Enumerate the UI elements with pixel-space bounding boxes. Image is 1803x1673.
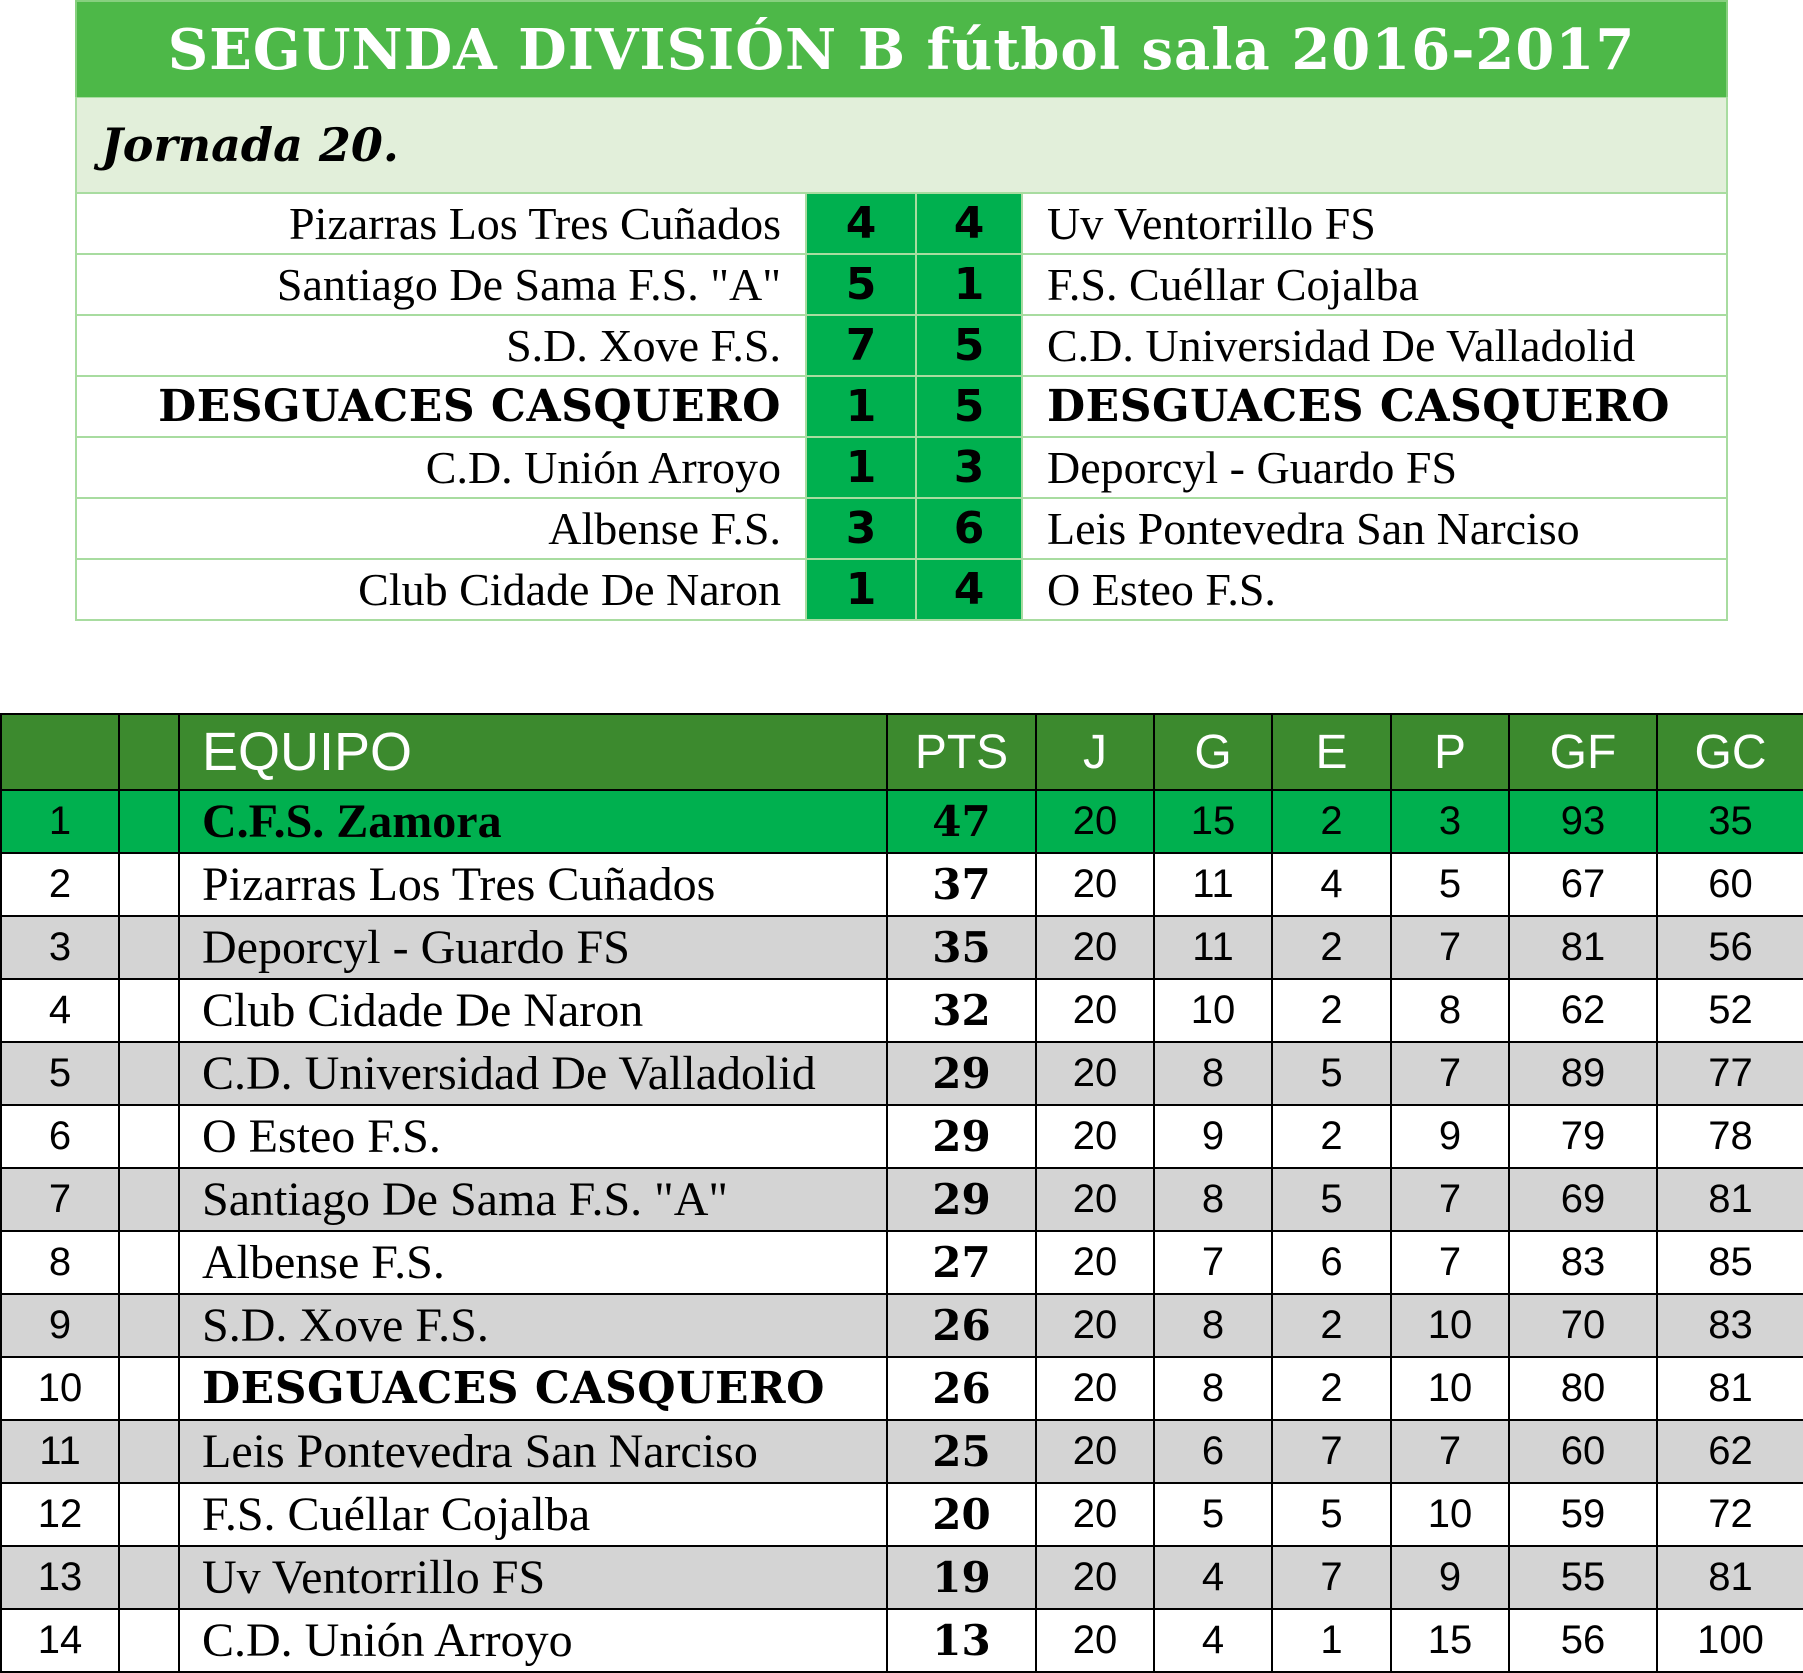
match-row xyxy=(75,377,1728,438)
marker-cell xyxy=(119,853,179,916)
points-cell: 13 xyxy=(887,1609,1036,1672)
goals-for-cell: 81 xyxy=(1509,916,1657,979)
goals-for-cell: 89 xyxy=(1509,1042,1657,1105)
marker-cell xyxy=(119,1168,179,1231)
team-cell: Pizarras Los Tres Cuñados xyxy=(179,853,887,916)
lost-cell: 3 xyxy=(1391,790,1509,853)
drawn-cell: 1 xyxy=(1272,1609,1391,1672)
position-cell: 2 xyxy=(1,853,119,916)
away-team: Deporcyl - Guardo FS xyxy=(1021,438,1726,497)
points-cell: 26 xyxy=(887,1294,1036,1357)
drawn-cell: 2 xyxy=(1272,979,1391,1042)
away-score: 1 xyxy=(915,255,1021,314)
away-team: F.S. Cuéllar Cojalba xyxy=(1021,255,1726,314)
table-row xyxy=(1,1420,1803,1483)
header-p: P xyxy=(1391,714,1509,790)
won-cell: 11 xyxy=(1154,916,1272,979)
table-row xyxy=(1,979,1803,1042)
lost-cell: 8 xyxy=(1391,979,1509,1042)
home-score: 3 xyxy=(805,499,915,558)
standings-body xyxy=(1,790,1803,1672)
match-row xyxy=(75,560,1728,621)
marker-cell xyxy=(119,1420,179,1483)
table-row xyxy=(1,1546,1803,1609)
table-row xyxy=(1,1105,1803,1168)
match-row xyxy=(75,438,1728,499)
home-score: 4 xyxy=(805,194,915,253)
played-cell: 20 xyxy=(1036,1168,1154,1231)
goals-against-cell: 100 xyxy=(1657,1609,1803,1672)
won-cell: 8 xyxy=(1154,1294,1272,1357)
away-team: O Esteo F.S. xyxy=(1021,560,1726,619)
goals-for-cell: 83 xyxy=(1509,1231,1657,1294)
position-cell: 4 xyxy=(1,979,119,1042)
lost-cell: 7 xyxy=(1391,1042,1509,1105)
won-cell: 8 xyxy=(1154,1357,1272,1420)
goals-against-cell: 85 xyxy=(1657,1231,1803,1294)
won-cell: 15 xyxy=(1154,790,1272,853)
header-e: E xyxy=(1272,714,1391,790)
position-cell: 12 xyxy=(1,1483,119,1546)
results-title: SEGUNDA DIVISIÓN B fútbol sala 2016-2017 xyxy=(75,0,1728,97)
points-cell: 27 xyxy=(887,1231,1036,1294)
team-cell: Club Cidade De Naron xyxy=(179,979,887,1042)
marker-cell xyxy=(119,790,179,853)
team-cell: Deporcyl - Guardo FS xyxy=(179,916,887,979)
home-score: 1 xyxy=(805,438,915,497)
drawn-cell: 7 xyxy=(1272,1546,1391,1609)
drawn-cell: 5 xyxy=(1272,1168,1391,1231)
table-row xyxy=(1,1294,1803,1357)
home-team: Pizarras Los Tres Cuñados xyxy=(289,198,781,249)
team-cell: DESGUACES CASQUERO xyxy=(179,1357,887,1420)
won-cell: 5 xyxy=(1154,1483,1272,1546)
position-cell: 9 xyxy=(1,1294,119,1357)
won-cell: 11 xyxy=(1154,853,1272,916)
header-j: J xyxy=(1036,714,1154,790)
goals-against-cell: 72 xyxy=(1657,1483,1803,1546)
team-cell: C.D. Universidad De Valladolid xyxy=(179,1042,887,1105)
played-cell: 20 xyxy=(1036,853,1154,916)
lost-cell: 7 xyxy=(1391,1420,1509,1483)
standings-header-row xyxy=(1,714,1803,790)
goals-for-cell: 60 xyxy=(1509,1420,1657,1483)
marker-cell xyxy=(119,1294,179,1357)
home-team: DESGUACES CASQUERO xyxy=(158,381,781,432)
marker-cell xyxy=(119,1231,179,1294)
drawn-cell: 2 xyxy=(1272,916,1391,979)
away-score: 6 xyxy=(915,499,1021,558)
home-score: 1 xyxy=(805,377,915,436)
marker-cell xyxy=(119,916,179,979)
position-cell: 13 xyxy=(1,1546,119,1609)
away-team: C.D. Universidad De Valladolid xyxy=(1021,316,1726,375)
played-cell: 20 xyxy=(1036,916,1154,979)
points-cell: 25 xyxy=(887,1420,1036,1483)
team-cell: Albense F.S. xyxy=(179,1231,887,1294)
won-cell: 9 xyxy=(1154,1105,1272,1168)
won-cell: 8 xyxy=(1154,1042,1272,1105)
results-block xyxy=(75,0,1728,621)
marker-cell xyxy=(119,979,179,1042)
match-list xyxy=(75,194,1728,621)
played-cell: 20 xyxy=(1036,1042,1154,1105)
played-cell: 20 xyxy=(1036,1294,1154,1357)
team-cell: C.D. Unión Arroyo xyxy=(179,1609,887,1672)
away-team: Leis Pontevedra San Narciso xyxy=(1021,499,1726,558)
goals-for-cell: 55 xyxy=(1509,1546,1657,1609)
table-row xyxy=(1,916,1803,979)
drawn-cell: 7 xyxy=(1272,1420,1391,1483)
team-cell: Santiago De Sama F.S. "A" xyxy=(179,1168,887,1231)
home-team: Albense F.S. xyxy=(548,503,781,554)
played-cell: 20 xyxy=(1036,1231,1154,1294)
position-cell: 11 xyxy=(1,1420,119,1483)
away-team: DESGUACES CASQUERO xyxy=(1021,377,1726,436)
points-cell: 37 xyxy=(887,853,1036,916)
goals-for-cell: 69 xyxy=(1509,1168,1657,1231)
goals-for-cell: 79 xyxy=(1509,1105,1657,1168)
table-row xyxy=(1,1231,1803,1294)
marker-cell xyxy=(119,1546,179,1609)
table-row xyxy=(1,1609,1803,1672)
header-team: EQUIPO xyxy=(179,714,887,790)
played-cell: 20 xyxy=(1036,1357,1154,1420)
round-label: Jornada 20. xyxy=(75,97,1728,194)
position-cell: 1 xyxy=(1,790,119,853)
table-row xyxy=(1,1357,1803,1420)
marker-cell xyxy=(119,1042,179,1105)
position-cell: 7 xyxy=(1,1168,119,1231)
position-cell: 5 xyxy=(1,1042,119,1105)
match-row xyxy=(75,194,1728,255)
header-gf: GF xyxy=(1509,714,1657,790)
marker-cell xyxy=(119,1357,179,1420)
goals-against-cell: 81 xyxy=(1657,1357,1803,1420)
played-cell: 20 xyxy=(1036,1609,1154,1672)
played-cell: 20 xyxy=(1036,1546,1154,1609)
lost-cell: 9 xyxy=(1391,1546,1509,1609)
home-team: C.D. Unión Arroyo xyxy=(425,442,781,493)
table-row xyxy=(1,1042,1803,1105)
home-score: 7 xyxy=(805,316,915,375)
points-cell: 32 xyxy=(887,979,1036,1042)
home-score: 5 xyxy=(805,255,915,314)
drawn-cell: 2 xyxy=(1272,1357,1391,1420)
away-score: 4 xyxy=(915,560,1021,619)
header-pts: PTS xyxy=(887,714,1036,790)
position-cell: 10 xyxy=(1,1357,119,1420)
home-team: S.D. Xove F.S. xyxy=(506,320,781,371)
points-cell: 29 xyxy=(887,1042,1036,1105)
points-cell: 20 xyxy=(887,1483,1036,1546)
match-row xyxy=(75,316,1728,377)
goals-for-cell: 70 xyxy=(1509,1294,1657,1357)
lost-cell: 7 xyxy=(1391,916,1509,979)
away-score: 4 xyxy=(915,194,1021,253)
match-row xyxy=(75,499,1728,560)
home-team: Club Cidade De Naron xyxy=(358,564,781,615)
drawn-cell: 2 xyxy=(1272,1105,1391,1168)
lost-cell: 15 xyxy=(1391,1609,1509,1672)
team-cell: F.S. Cuéllar Cojalba xyxy=(179,1483,887,1546)
away-score: 3 xyxy=(915,438,1021,497)
won-cell: 10 xyxy=(1154,979,1272,1042)
lost-cell: 5 xyxy=(1391,853,1509,916)
goals-against-cell: 62 xyxy=(1657,1420,1803,1483)
goals-against-cell: 77 xyxy=(1657,1042,1803,1105)
goals-for-cell: 67 xyxy=(1509,853,1657,916)
points-cell: 26 xyxy=(887,1357,1036,1420)
goals-for-cell: 80 xyxy=(1509,1357,1657,1420)
away-score: 5 xyxy=(915,377,1021,436)
marker-cell xyxy=(119,1609,179,1672)
home-team: Santiago De Sama F.S. "A" xyxy=(276,259,781,310)
won-cell: 4 xyxy=(1154,1609,1272,1672)
drawn-cell: 5 xyxy=(1272,1483,1391,1546)
team-cell: C.F.S. Zamora xyxy=(179,790,887,853)
team-cell: Uv Ventorrillo FS xyxy=(179,1546,887,1609)
played-cell: 20 xyxy=(1036,790,1154,853)
lost-cell: 10 xyxy=(1391,1483,1509,1546)
header-g: G xyxy=(1154,714,1272,790)
won-cell: 8 xyxy=(1154,1168,1272,1231)
drawn-cell: 5 xyxy=(1272,1042,1391,1105)
header-position xyxy=(1,714,119,790)
marker-cell xyxy=(119,1483,179,1546)
points-cell: 47 xyxy=(887,790,1036,853)
away-score: 5 xyxy=(915,316,1021,375)
position-cell: 3 xyxy=(1,916,119,979)
goals-against-cell: 83 xyxy=(1657,1294,1803,1357)
position-cell: 8 xyxy=(1,1231,119,1294)
points-cell: 35 xyxy=(887,916,1036,979)
won-cell: 6 xyxy=(1154,1420,1272,1483)
won-cell: 7 xyxy=(1154,1231,1272,1294)
drawn-cell: 4 xyxy=(1272,853,1391,916)
team-cell: O Esteo F.S. xyxy=(179,1105,887,1168)
drawn-cell: 2 xyxy=(1272,1294,1391,1357)
lost-cell: 7 xyxy=(1391,1168,1509,1231)
goals-against-cell: 78 xyxy=(1657,1105,1803,1168)
home-score: 1 xyxy=(805,560,915,619)
goals-against-cell: 81 xyxy=(1657,1168,1803,1231)
points-cell: 29 xyxy=(887,1105,1036,1168)
won-cell: 4 xyxy=(1154,1546,1272,1609)
goals-against-cell: 81 xyxy=(1657,1546,1803,1609)
position-cell: 14 xyxy=(1,1609,119,1672)
points-cell: 29 xyxy=(887,1168,1036,1231)
goals-against-cell: 35 xyxy=(1657,790,1803,853)
header-marker xyxy=(119,714,179,790)
lost-cell: 7 xyxy=(1391,1231,1509,1294)
standings-table xyxy=(0,713,1803,1673)
played-cell: 20 xyxy=(1036,1420,1154,1483)
table-row xyxy=(1,1483,1803,1546)
lost-cell: 9 xyxy=(1391,1105,1509,1168)
played-cell: 20 xyxy=(1036,1483,1154,1546)
team-cell: S.D. Xove F.S. xyxy=(179,1294,887,1357)
header-gc: GC xyxy=(1657,714,1803,790)
drawn-cell: 6 xyxy=(1272,1231,1391,1294)
goals-for-cell: 93 xyxy=(1509,790,1657,853)
goals-against-cell: 60 xyxy=(1657,853,1803,916)
played-cell: 20 xyxy=(1036,1105,1154,1168)
goals-against-cell: 52 xyxy=(1657,979,1803,1042)
position-cell: 6 xyxy=(1,1105,119,1168)
points-cell: 19 xyxy=(887,1546,1036,1609)
drawn-cell: 2 xyxy=(1272,790,1391,853)
goals-for-cell: 59 xyxy=(1509,1483,1657,1546)
away-team: Uv Ventorrillo FS xyxy=(1021,194,1726,253)
goals-for-cell: 56 xyxy=(1509,1609,1657,1672)
goals-against-cell: 56 xyxy=(1657,916,1803,979)
marker-cell xyxy=(119,1105,179,1168)
table-row xyxy=(1,1168,1803,1231)
table-row xyxy=(1,790,1803,853)
goals-for-cell: 62 xyxy=(1509,979,1657,1042)
table-row xyxy=(1,853,1803,916)
played-cell: 20 xyxy=(1036,979,1154,1042)
lost-cell: 10 xyxy=(1391,1357,1509,1420)
lost-cell: 10 xyxy=(1391,1294,1509,1357)
team-cell: Leis Pontevedra San Narciso xyxy=(179,1420,887,1483)
match-row xyxy=(75,255,1728,316)
